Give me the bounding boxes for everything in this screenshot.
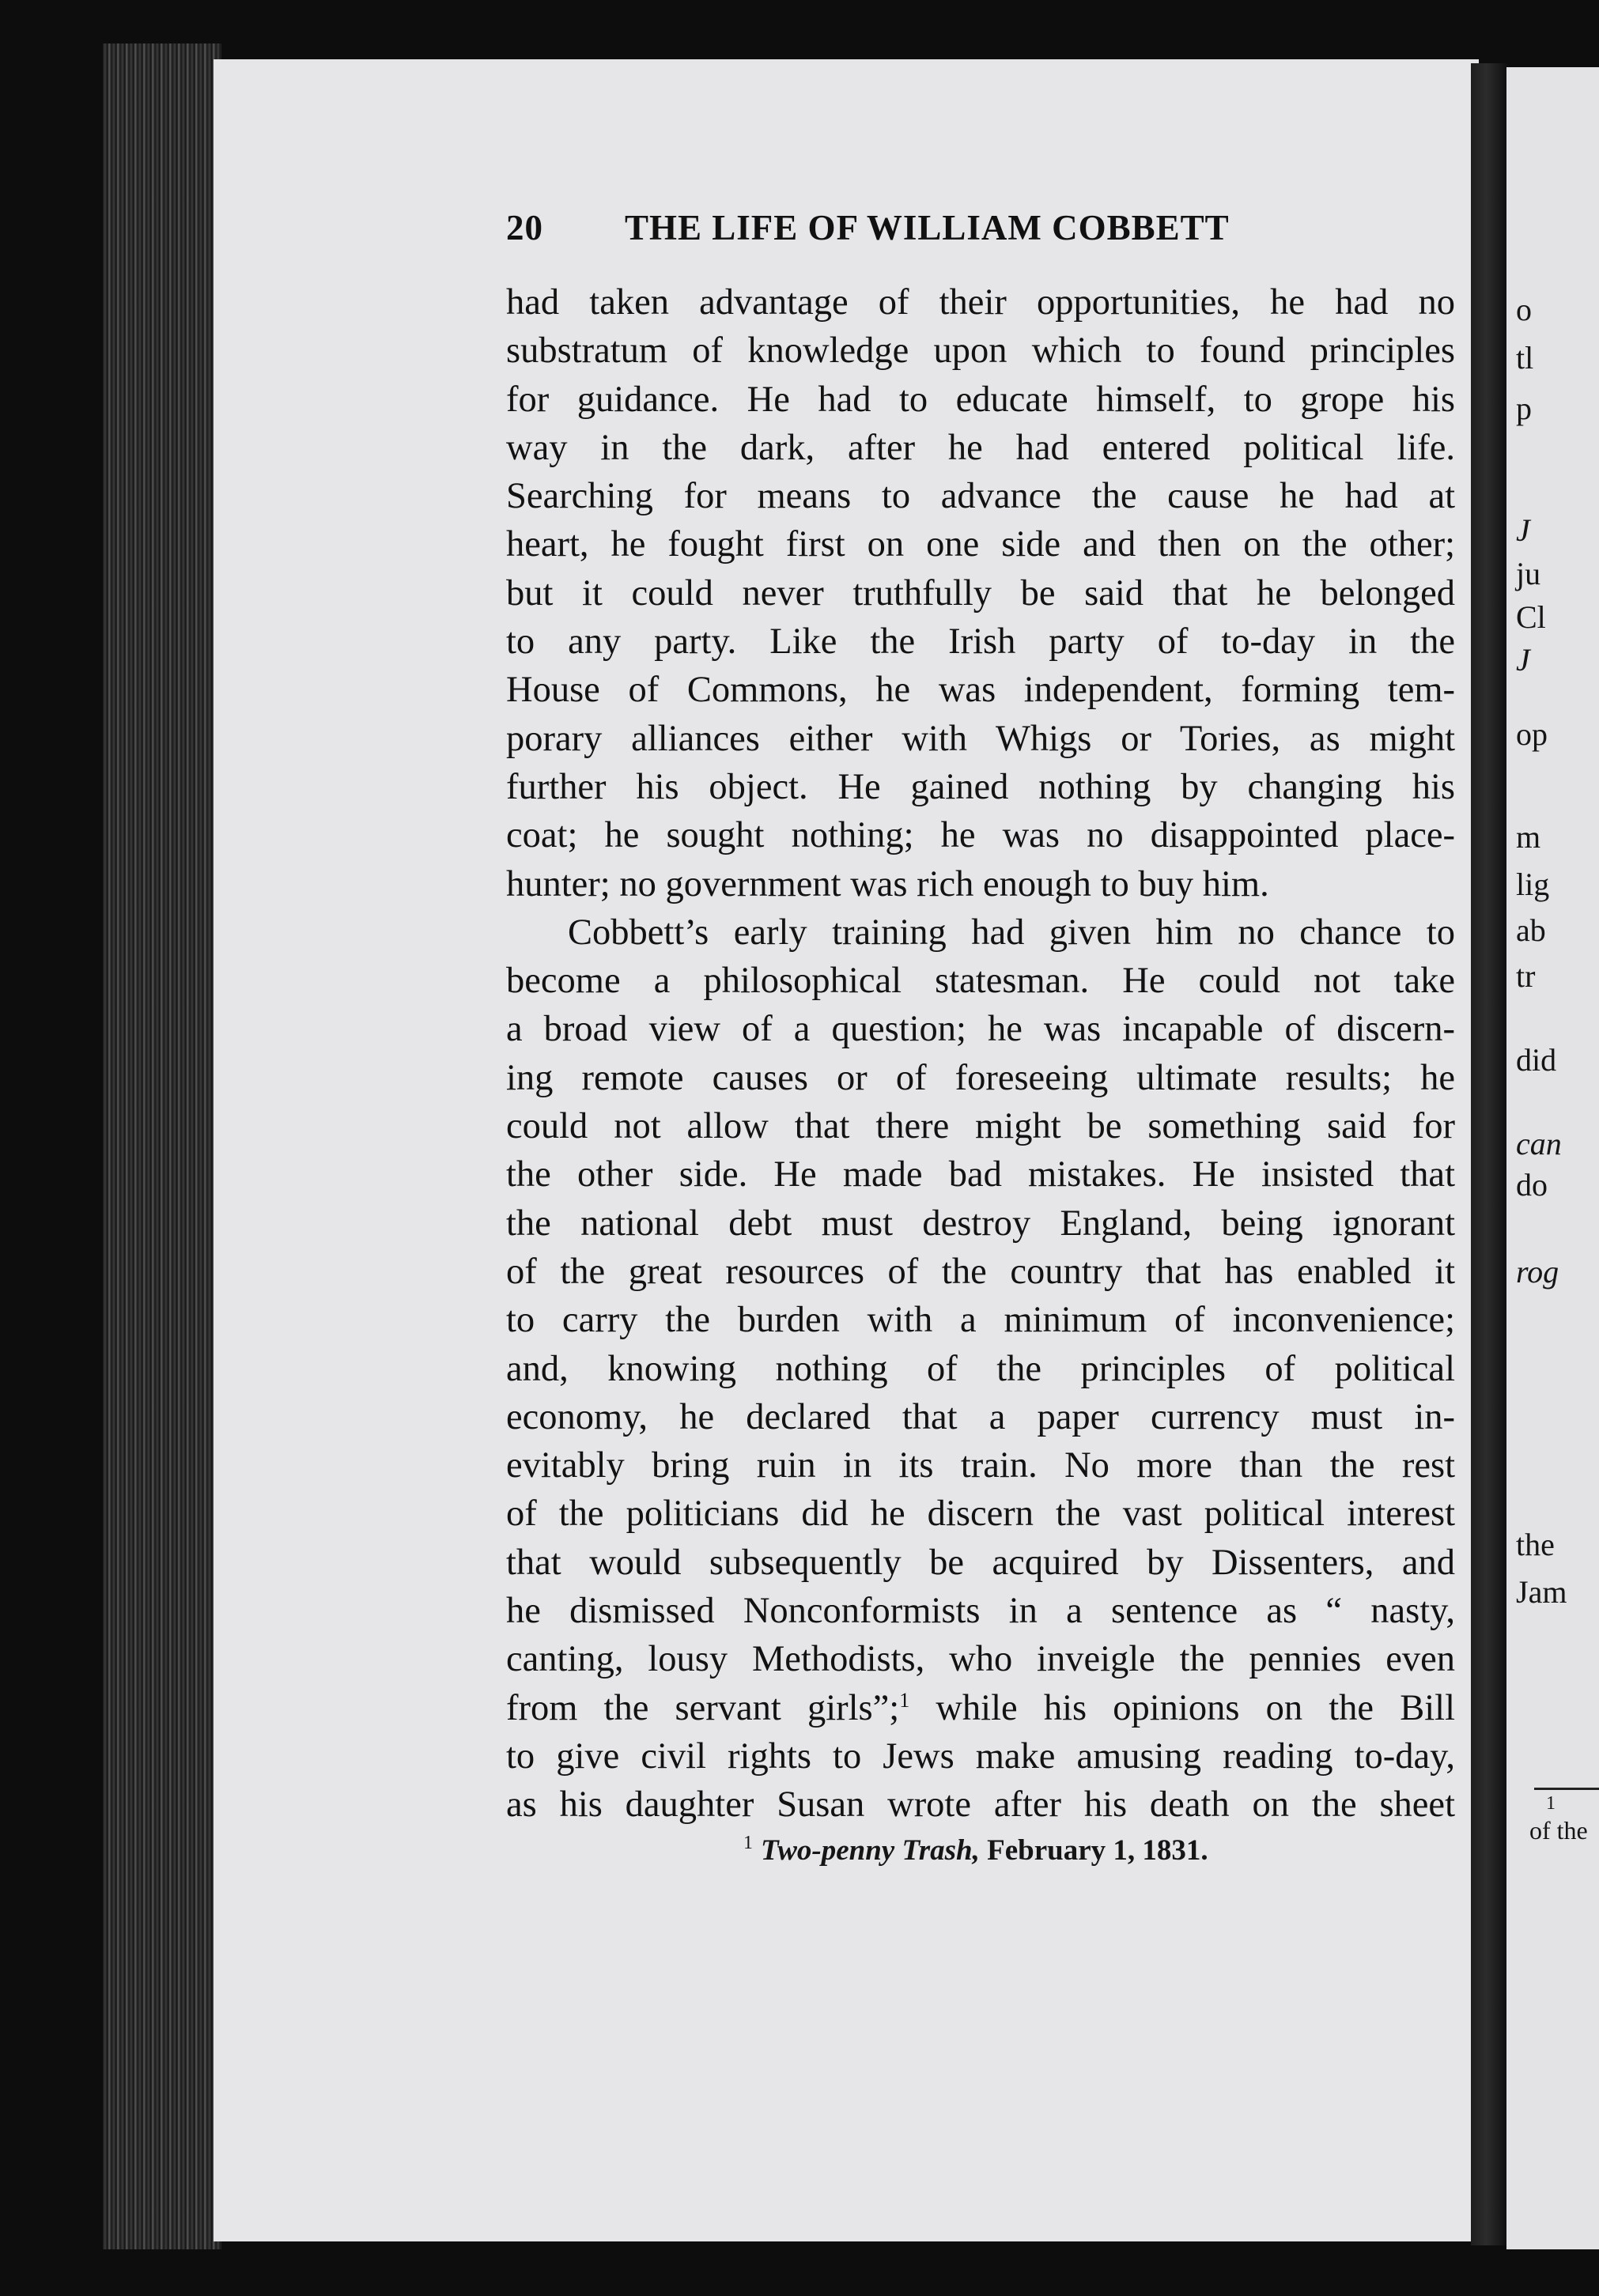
facing-page-fragment: p — [1516, 391, 1532, 426]
facing-page-fragment: Jam — [1516, 1574, 1567, 1610]
facing-page-fragment: can — [1516, 1126, 1562, 1161]
facing-page-fragment: 1 — [1546, 1793, 1556, 1814]
text-line: economy, he declared that a paper currency must in- — [506, 1396, 1455, 1437]
text-line: the other side. He made bad mistakes. He insisted that — [506, 1154, 1455, 1195]
text-line: House of Commons, he was independent, forming tem- — [506, 670, 1455, 711]
facing-page-fragment: J — [1516, 642, 1530, 678]
facing-page-fragment: op — [1516, 716, 1548, 752]
page-edges — [103, 43, 221, 2249]
text-line: to give civil rights to Jews make amusing reading to-day, — [506, 1735, 1455, 1777]
text-line: a broad view of a question; he was incapable of discern- — [506, 1009, 1455, 1050]
body-text — [506, 278, 1455, 1830]
text-line: hunter; no government was rich enough to buy him. — [506, 863, 1269, 904]
text-line: could not allow that there might be something said for — [506, 1106, 1455, 1147]
text-line: but it could never truthfully be said that he belonged — [506, 572, 1455, 614]
text-line: way in the dark, after he had entered political life. — [506, 427, 1455, 468]
text-line: coat; he sought nothing; he was no disappointed place- — [506, 815, 1455, 856]
text-line: heart, he fought first on one side and then on the other; — [506, 524, 1455, 565]
text-line: for guidance. He had to educate himself, to grope his — [506, 379, 1455, 420]
facing-page — [1506, 67, 1599, 2249]
facing-page-fragment: J — [1516, 512, 1530, 548]
line-text-before-footnote-mark: from the servant girls”; — [506, 1687, 900, 1728]
facing-page-fragment: m — [1516, 819, 1541, 855]
text-line: evitably bring ruin in its train. No more than the rest — [506, 1445, 1455, 1486]
text-line: and, knowing nothing of the principles of political — [506, 1348, 1455, 1389]
text-line: porary alliances either with Whigs or Tories, as might — [506, 718, 1455, 759]
line-text-after-footnote-mark: while his opinions on the Bill — [909, 1687, 1455, 1728]
page-number: 20 — [506, 208, 543, 247]
running-head — [506, 207, 1332, 248]
text-line: substratum of knowledge upon which to found principles — [506, 330, 1455, 372]
text-line: ing remote causes or of foreseeing ultimate results; he — [506, 1057, 1455, 1098]
facing-page-fragment: ju — [1516, 556, 1541, 591]
text-line: the national debt must destroy England, being ignorant — [506, 1203, 1455, 1244]
text-line: to any party. Like the Irish party of to-day in the — [506, 621, 1455, 663]
footnote-date: February 1, 1831. — [987, 1834, 1208, 1867]
facing-page-fragment: rog — [1516, 1254, 1559, 1290]
text-line: become a philosophical statesman. He could not take — [506, 961, 1455, 1002]
facing-page-fragment: tr — [1516, 958, 1536, 994]
footnote — [743, 1833, 1208, 1867]
text-line: as his daughter Susan wrote after his death on the sheet — [506, 1784, 1455, 1826]
text-line — [506, 1684, 1455, 1732]
footnote-reference-mark: 1 — [899, 1688, 910, 1712]
text-line: Cobbett’s early training had given him no chance to — [568, 912, 1455, 953]
facing-page-fragment: of the — [1529, 1816, 1588, 1845]
text-line: Searching for means to advance the cause he had at — [506, 476, 1455, 517]
facing-page-fragment: the — [1516, 1527, 1555, 1562]
book-title: THE LIFE OF WILLIAM COBBETT — [625, 208, 1230, 247]
text-line: further his object. He gained nothing by changing his — [506, 766, 1455, 807]
facing-page-fragment: tl — [1516, 340, 1534, 376]
footnote-mark: 1 — [743, 1833, 753, 1853]
footnote-source: Two-penny Trash, — [761, 1834, 980, 1867]
facing-page-fragment: do — [1516, 1167, 1548, 1203]
facing-page-fragment: ab — [1516, 912, 1546, 948]
text-line: to carry the burden with a minimum of inconvenience; — [506, 1300, 1455, 1341]
facing-page-fragment: did — [1516, 1042, 1557, 1078]
book-gutter — [1471, 63, 1510, 2245]
facing-page-fragment: o — [1516, 292, 1532, 327]
text-line: canting, lousy Methodists, who inveigle the pennies even — [506, 1639, 1455, 1680]
text-line: had taken advantage of their opportunities, he had no — [506, 282, 1455, 323]
text-line: he dismissed Nonconformists in a sentence as “ nasty, — [506, 1591, 1455, 1632]
facing-page-fragment: lig — [1516, 867, 1550, 902]
text-line: that would subsequently be acquired by Dissenters, and — [506, 1542, 1455, 1583]
facing-footnote-rule — [1534, 1788, 1599, 1790]
text-line: of the great resources of the country that has enabled it — [506, 1251, 1455, 1292]
text-line: of the politicians did he discern the vast political interest — [506, 1494, 1455, 1535]
facing-page-fragment: Cl — [1516, 599, 1546, 635]
